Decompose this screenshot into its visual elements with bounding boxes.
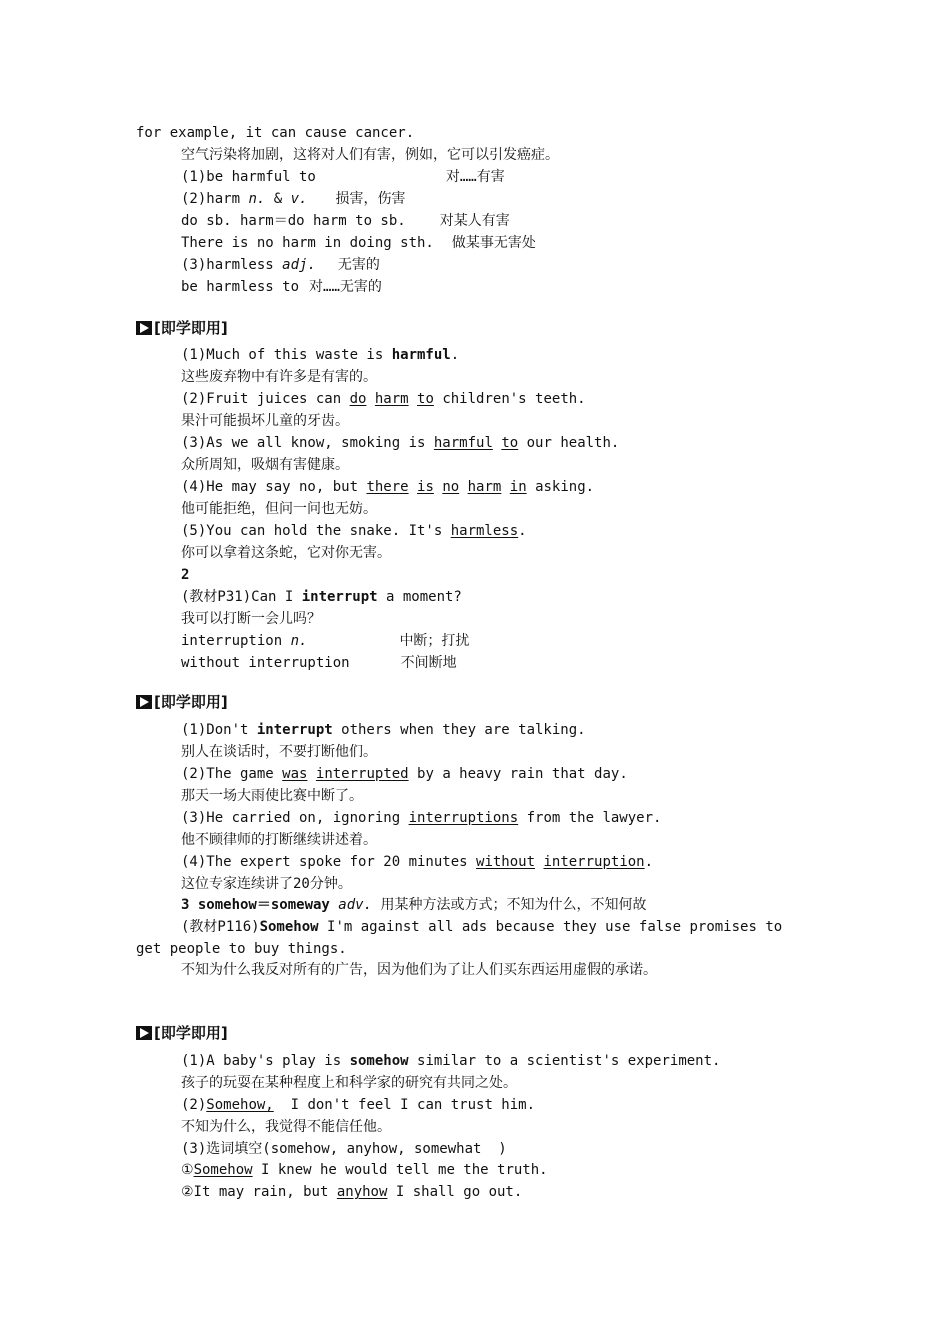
- pos-tag: n.: [290, 633, 308, 649]
- sentence-text: .: [450, 347, 460, 363]
- vocab-meaning: 对某人有害: [439, 213, 510, 229]
- sentence-text: asking.: [526, 479, 595, 495]
- answer-blank: interrupted: [315, 766, 409, 782]
- sentence-text: (4)He may say no, but: [181, 479, 367, 495]
- vocab-term: without interruption: [181, 655, 350, 671]
- vocab-meaning: 中断；打扰: [399, 633, 470, 649]
- keyword: somehow: [349, 1053, 409, 1069]
- keyword: 3 somehow＝someway: [181, 897, 339, 913]
- textbook-sentence-continued: get people to buy things.: [136, 941, 347, 957]
- translation-line: 这位专家连续讲了20分钟。: [181, 876, 352, 892]
- sentence-text: others when they are talking.: [332, 722, 586, 738]
- example-sentence: [181, 1051, 720, 1071]
- sentence-text: (1)Don't: [181, 722, 257, 738]
- example-sentence: [181, 433, 619, 453]
- translation-line: 他可能拒绝，但问一问也无妨。: [181, 501, 377, 517]
- answer-blank: harmless: [450, 523, 519, 539]
- sentence-text: I don't feel I can trust him.: [273, 1097, 536, 1113]
- pos-tag: n.: [248, 191, 266, 207]
- vocab-term: do sb. harm＝do harm to sb.: [181, 213, 406, 229]
- pos-tag: v.: [290, 191, 308, 207]
- sentence-text: (2)The game: [181, 766, 283, 782]
- section-header: [136, 692, 228, 712]
- translation-line: 那天一场大雨使比赛中断了。: [181, 788, 363, 804]
- answer-blank: do: [349, 391, 367, 407]
- vocab-meaning: 对……无害的: [309, 279, 382, 295]
- answer-blank: harm: [467, 479, 502, 495]
- example-sentence: [181, 521, 527, 541]
- answer-blank: there: [366, 479, 409, 495]
- section-title: [即学即用]: [154, 319, 228, 337]
- item-heading: [181, 895, 646, 915]
- translation-line: 你可以拿着这条蛇，它对你无害。: [181, 545, 391, 561]
- sentence-text: (教材P31)Can I: [181, 589, 302, 605]
- sentence-text: children's teeth.: [433, 391, 586, 407]
- sentence-text: by a heavy rain that day.: [408, 766, 628, 782]
- vocab-term: (1)be harmful to: [181, 169, 316, 185]
- vocab-line: [181, 631, 469, 651]
- sentence-text: (2)Fruit juices can: [181, 391, 350, 407]
- translation-line: 不知为什么，我觉得不能信任他。: [181, 1119, 391, 1135]
- play-triangle-icon: [136, 695, 152, 709]
- answer-blank: Somehow: [193, 1162, 253, 1178]
- example-sentence: [181, 345, 459, 365]
- sentence-text: (1)A baby's play is: [181, 1053, 350, 1069]
- translation-line: 空气污染将加剧，这将对人们有害，例如，它可以引发癌症。: [181, 147, 559, 163]
- vocab-line: [181, 233, 536, 253]
- vocab-meaning: 损害，伤害: [335, 191, 406, 207]
- example-sentence: [181, 720, 586, 740]
- translation-line: 孩子的玩耍在某种程度上和科学家的研究有共同之处。: [181, 1075, 517, 1091]
- textbook-sentence: [181, 587, 462, 607]
- sentence-text: ①: [181, 1162, 194, 1178]
- sentence-text: I shall go out.: [387, 1184, 523, 1200]
- translation-line: 他不顾律师的打断继续讲述着。: [181, 832, 377, 848]
- answer-blank: harmful: [433, 435, 493, 451]
- play-triangle-icon: [136, 321, 152, 335]
- sentence-text: (2): [181, 1097, 207, 1113]
- vocab-term: (2)harm: [181, 191, 249, 207]
- vocab-meaning: 做某事无害处: [451, 235, 536, 251]
- vocab-meaning: 用某种方法或方式；不知为什么，不知何故: [372, 897, 647, 913]
- sentence-text: (4)The expert spoke for 20 minutes: [181, 854, 477, 870]
- vocab-line: [181, 255, 380, 275]
- keyword: interrupt: [301, 589, 378, 605]
- connector: &: [265, 191, 291, 207]
- section-title: [即学即用]: [154, 1024, 228, 1042]
- example-sentence: [181, 477, 594, 497]
- translation-line: 果汁可能损坏儿童的牙齿。: [181, 413, 349, 429]
- section-header: [136, 318, 228, 338]
- vocab-term: There is no harm in doing sth.: [181, 235, 434, 251]
- example-sentence: [181, 1095, 535, 1115]
- vocab-meaning: 对……有害: [445, 169, 505, 185]
- vocab-meaning: 不间断地: [400, 655, 457, 671]
- vocab-line: [181, 653, 457, 673]
- example-sentence: [181, 808, 661, 828]
- translation-line: 我可以打断一会儿吗？: [181, 611, 321, 627]
- keyword: Somehow: [259, 919, 319, 935]
- translation-line: 不知为什么我反对所有的广告，因为他们为了让人们买东西运用虚假的承诺。: [181, 962, 657, 978]
- sentence-text: a moment?: [377, 589, 462, 605]
- vocab-line: [181, 277, 382, 297]
- answer-blank: no: [442, 479, 460, 495]
- translation-line: 众所周知，吸烟有害健康。: [181, 457, 349, 473]
- exercise-instruction: (3)选词填空(somehow, anyhow, somewhat ): [181, 1141, 507, 1157]
- sentence-text: (3)He carried on, ignoring: [181, 810, 409, 826]
- answer-blank: was: [282, 766, 308, 782]
- sentence-text: (教材P116): [181, 919, 260, 935]
- vocab-term: interruption: [181, 633, 291, 649]
- vocab-line: [181, 211, 510, 231]
- example-sentence: [181, 764, 628, 784]
- vocab-meaning: 无害的: [337, 257, 380, 273]
- sentence-text: (3)As we all know, smoking is: [181, 435, 434, 451]
- answer-blank: without: [476, 854, 536, 870]
- sentence-text: (5)You can hold the snake. It's: [181, 523, 451, 539]
- translation-line: 这些废弃物中有许多是有害的。: [181, 369, 377, 385]
- sentence-text: our health.: [518, 435, 620, 451]
- text-line: for example, it can cause cancer.: [136, 125, 415, 141]
- pos-tag: adj.: [282, 257, 316, 273]
- vocab-term: be harmless to: [181, 279, 300, 295]
- answer-blank: harm: [374, 391, 409, 407]
- keyword: interrupt: [256, 722, 333, 738]
- example-sentence: [181, 852, 653, 872]
- answer-blank: anyhow: [336, 1184, 388, 1200]
- example-sentence: [181, 1182, 522, 1202]
- sentence-text: similar to a scientist's experiment.: [408, 1053, 721, 1069]
- answer-blank: in: [509, 479, 527, 495]
- section-title: [即学即用]: [154, 693, 228, 711]
- pos-tag: adv.: [338, 897, 373, 913]
- example-sentence: [181, 389, 586, 409]
- answer-blank: interruption: [543, 854, 645, 870]
- vocab-line: [181, 167, 505, 187]
- answer-blank: to: [501, 435, 519, 451]
- textbook-sentence: [181, 917, 782, 937]
- answer-blank: Somehow,: [206, 1097, 274, 1113]
- sentence-text: (1)Much of this waste is: [181, 347, 392, 363]
- sentence-text: I knew he would tell me the truth.: [252, 1162, 548, 1178]
- sentence-text: .: [644, 854, 654, 870]
- sentence-text: .: [518, 523, 527, 539]
- answer-blank: is: [417, 479, 434, 495]
- sentence-text: I'm against all ads because they use false promises to: [318, 919, 783, 935]
- vocab-term: (3)harmless: [181, 257, 283, 273]
- keyword: harmful: [391, 347, 451, 363]
- sentence-text: ②It may rain, but: [181, 1184, 337, 1200]
- section-header: [136, 1023, 228, 1043]
- vocab-line: [181, 189, 405, 209]
- item-number: 2: [181, 567, 190, 583]
- sentence-text: from the lawyer.: [518, 810, 662, 826]
- play-triangle-icon: [136, 1026, 152, 1040]
- answer-blank: to: [417, 391, 434, 407]
- answer-blank: interruptions: [408, 810, 519, 826]
- translation-line: 别人在谈话时，不要打断他们。: [181, 744, 377, 760]
- example-sentence: [181, 1160, 548, 1180]
